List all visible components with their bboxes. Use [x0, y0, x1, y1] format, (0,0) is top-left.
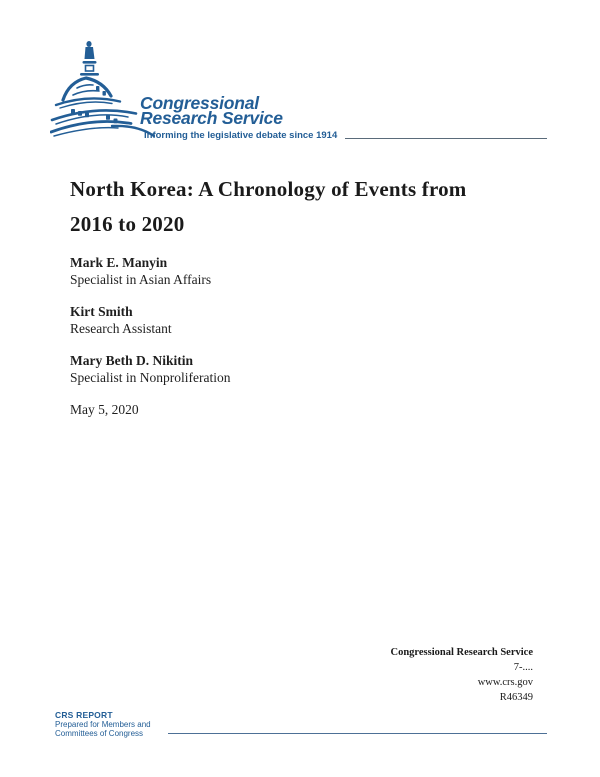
- footer-rule: [168, 733, 547, 734]
- report-title-line2: 2016 to 2020: [70, 212, 185, 236]
- author-name: Kirt Smith: [70, 304, 133, 319]
- report-title-line1: North Korea: A Chronology of Events from: [70, 177, 467, 201]
- report-date: May 5, 2020: [70, 402, 139, 417]
- logo-tagline: Informing the legislative debate since 1914: [144, 130, 338, 141]
- author-name: Mark E. Manyin: [70, 255, 168, 270]
- header-rule: [345, 138, 547, 139]
- footer-prepared-line2: Committees of Congress: [55, 729, 144, 738]
- author-entry: [70, 254, 230, 288]
- logo-wordmark: [140, 93, 283, 128]
- footer-crs-block: [55, 710, 151, 738]
- author-name: Mary Beth D. Nikitin: [70, 353, 193, 368]
- logo-name-line2: Research Service: [140, 108, 283, 128]
- author-role: Specialist in Nonproliferation: [70, 370, 231, 385]
- logo-name-line1: Congressional: [140, 93, 259, 113]
- footer-org: Congressional Research Service: [390, 647, 533, 658]
- footer-publication-info: [390, 645, 533, 705]
- report-title: [70, 172, 540, 242]
- footer-website: www.crs.gov: [477, 677, 533, 688]
- footer-prepared-line1: Prepared for Members and: [55, 720, 151, 729]
- author-entry: [70, 352, 230, 386]
- author-role: Research Assistant: [70, 321, 172, 336]
- crs-report-label: CRS REPORT: [55, 710, 113, 720]
- author-entry: [70, 303, 230, 337]
- footer-phone: 7-....: [513, 662, 533, 673]
- authors-block: [70, 254, 230, 418]
- author-role: Specialist in Asian Affairs: [70, 272, 212, 287]
- footer-report-number: R46349: [499, 692, 533, 703]
